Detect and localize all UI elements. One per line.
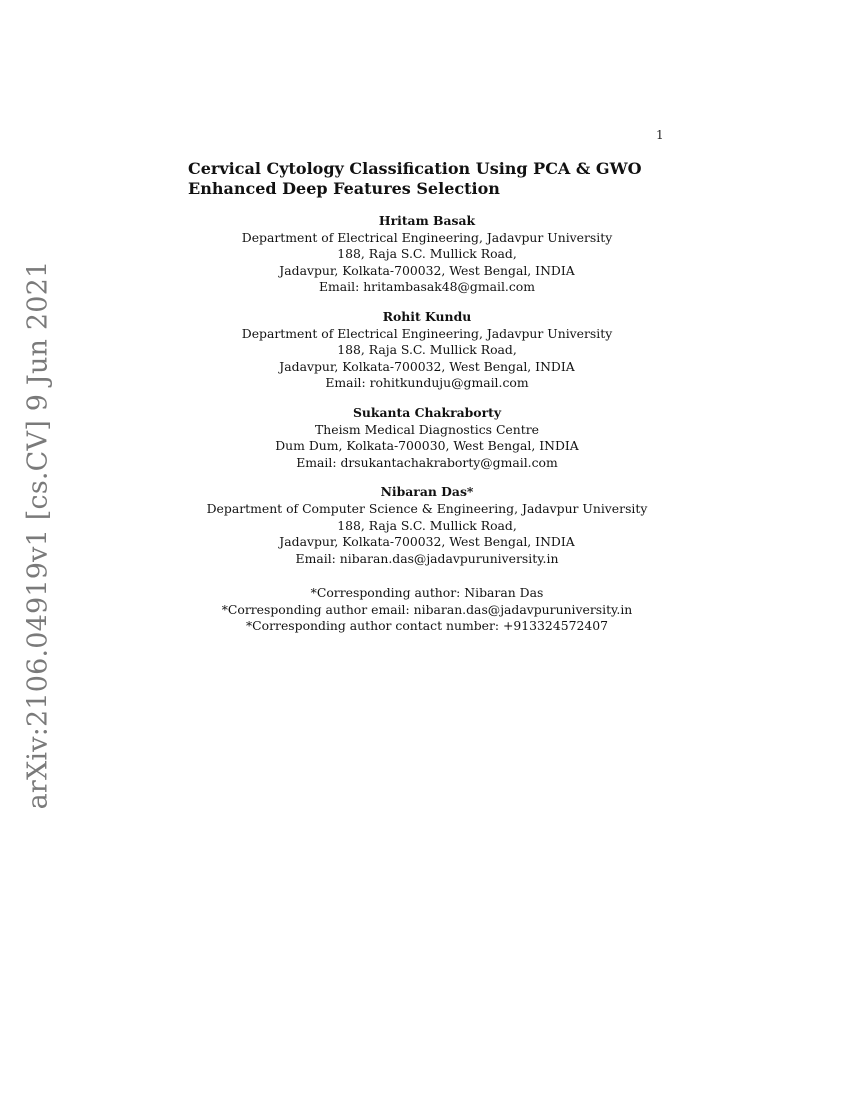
- author-name: Rohit Kundu: [382, 308, 472, 324]
- author-email: Email: rohitkunduju@gmail.com: [325, 375, 529, 391]
- author-address: Jadavpur, Kolkata-700032, West Bengal, INDIA: [279, 262, 575, 278]
- author-block: [177, 213, 677, 296]
- paper-title: [188, 159, 658, 199]
- corresponding-author-email: *Corresponding author email: nibaran.das@jadavpuruniversity.in: [221, 601, 633, 617]
- corresponding-author-name: *Corresponding author: Nibaran Das: [310, 585, 544, 601]
- author-affiliation: Department of Computer Science & Engineering, Jadavpur University: [206, 500, 648, 516]
- author-block: [177, 309, 677, 392]
- author-email: Email: nibaran.das@jadavpuruniversity.in: [295, 550, 559, 566]
- author-address: 188, Raja S.C. Mullick Road,: [337, 517, 517, 533]
- author-address: Jadavpur, Kolkata-700032, West Bengal, INDIA: [279, 534, 575, 550]
- author-affiliation: Department of Electrical Engineering, Jadavpur University: [241, 325, 613, 341]
- author-block: [177, 405, 677, 471]
- author-block: [177, 484, 677, 567]
- author-address: 188, Raja S.C. Mullick Road,: [337, 342, 517, 358]
- title-line-1: Cervical Cytology Classification Using PCA & GWO: [188, 159, 642, 178]
- author-email: Email: drsukantachakraborty@gmail.com: [296, 454, 558, 470]
- author-address: Dum Dum, Kolkata-700030, West Bengal, INDIA: [275, 438, 579, 454]
- author-affiliation: Department of Electrical Engineering, Jadavpur University: [241, 229, 613, 245]
- author-list: [177, 213, 677, 635]
- corresponding-author-info: [177, 585, 677, 635]
- author-name: Hritam Basak: [378, 213, 476, 228]
- page-number: 1: [656, 128, 664, 142]
- author-name: Nibaran Das*: [380, 484, 474, 500]
- title-line-2: Enhanced Deep Features Selection: [188, 179, 500, 198]
- corresponding-author-phone: *Corresponding author contact number: +913324572407: [245, 618, 609, 634]
- author-address: 188, Raja S.C. Mullick Road,: [337, 246, 517, 262]
- arxiv-identifier-stamp: arXiv:2106.04919v1 [cs.CV] 9 Jun 2021: [22, 260, 54, 810]
- author-email: Email: hritambasak48@gmail.com: [318, 279, 535, 295]
- author-affiliation: Theism Medical Diagnostics Centre: [315, 421, 539, 437]
- author-name: Sukanta Chakraborty: [352, 404, 502, 420]
- author-address: Jadavpur, Kolkata-700032, West Bengal, INDIA: [279, 358, 575, 374]
